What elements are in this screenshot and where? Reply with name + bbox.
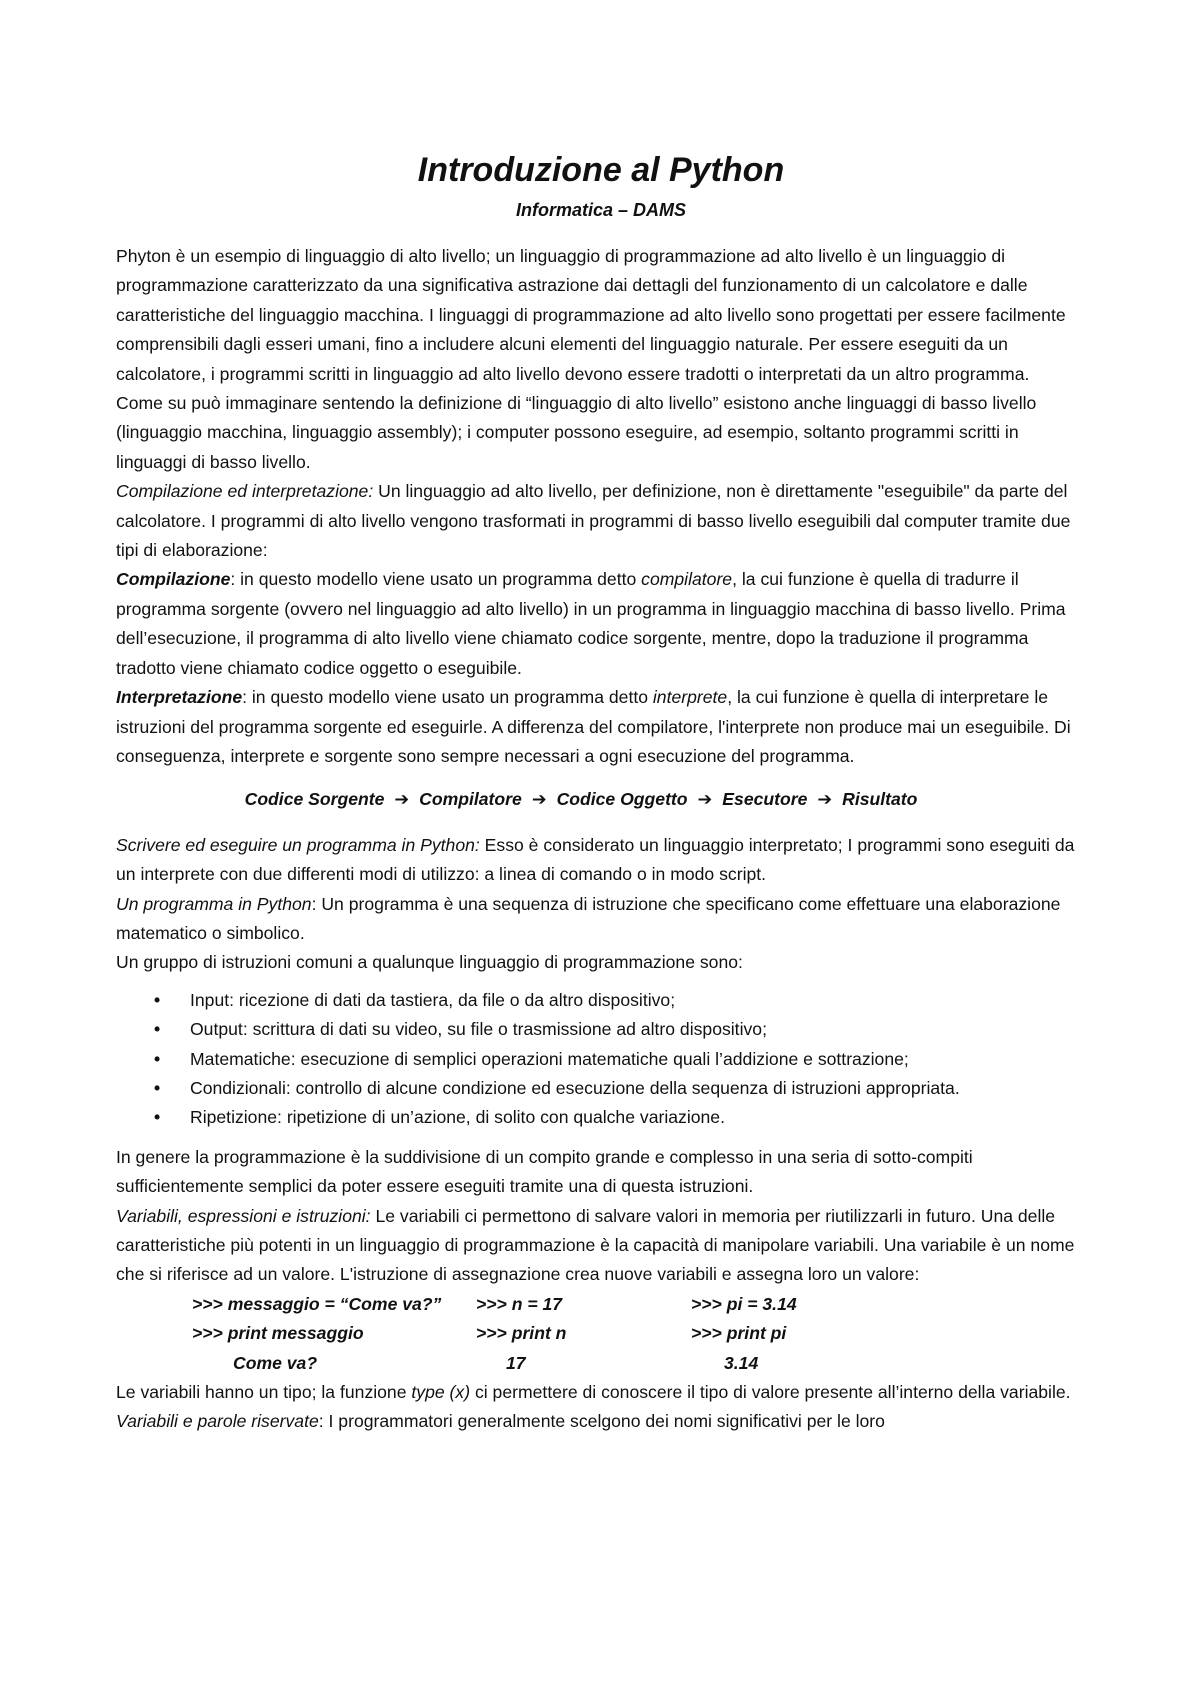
list-item-text: Condizionali: controllo di alcune condizione ed esecuzione della sequenza di istruzioni appropriata.: [190, 1077, 960, 1098]
code-cell: >>> pi = 3.14: [691, 1293, 797, 1314]
arrow-right-icon: ➔: [697, 789, 713, 810]
instruction-list: [116, 986, 1086, 1133]
section-label: Variabili, espressioni e istruzioni:: [116, 1205, 371, 1226]
list-item-text: Ripetizione: ripetizione di un’azione, di solito con qualche variazione.: [190, 1107, 725, 1128]
paragraph-compilation-interpretation: [116, 477, 1086, 565]
section-label: Scrivere ed eseguire un programma in Python:: [116, 834, 480, 855]
paragraph-compilazione: [116, 565, 1086, 683]
paragraph-text: , la cui funzione è quella di tradurre il programma sorgente (ovvero nel linguaggio ad alto livello) in un programma in linguaggio macchina di basso livello. Prima dell’esecuzione, il programma di alto livello viene chiamato codice sorgente, mentre, dopo la traduzione il programma tradotto viene chiamato codice oggetto o eseguibile.: [116, 569, 1066, 678]
code-row: [116, 1290, 1086, 1319]
flow-step: Codice Sorgente: [244, 789, 385, 810]
paragraph-python-program: [116, 831, 1086, 890]
paragraph-variables: [116, 1202, 1086, 1290]
bullet-icon: •: [154, 1048, 161, 1069]
code-output-row: [116, 1349, 1086, 1378]
code-cell: 17: [506, 1352, 526, 1373]
paragraph-text: : in questo modello viene usato un programma detto: [230, 569, 642, 590]
paragraph-text: : in questo modello viene usato un programma detto: [242, 687, 653, 708]
list-item: [116, 1074, 1086, 1103]
bullet-icon: •: [154, 1077, 161, 1098]
compilation-flow: [116, 785, 1086, 814]
code-example: [116, 1290, 1086, 1378]
code-row: [116, 1319, 1086, 1348]
section-label: Un programma in Python: [116, 893, 312, 914]
paragraph-program-definition: [116, 890, 1086, 949]
list-item: [116, 1045, 1086, 1074]
code-cell: >>> print pi: [691, 1323, 787, 1344]
paragraph-text: , la cui funzione è quella di interpretare le istruzioni del programma sorgente ed eseguirle. A differenza del compilatore, l'interprete non produce mai un eseguibile. Di conseguenza, interprete e sorgente sono sempre necessari a ogni esecuzione del programma.: [116, 687, 1071, 766]
bullet-icon: •: [154, 989, 161, 1010]
code-cell: Come va?: [233, 1352, 318, 1373]
term-label: Compilazione: [116, 569, 231, 590]
list-item: [116, 1015, 1086, 1044]
code-cell: >>> print n: [476, 1323, 567, 1344]
paragraph-text: Le variabili ci permettono di salvare valori in memoria per riutilizzarli in futuro. Una delle caratteristiche più potenti in un linguaggio di programmazione è la capacità di manipolare variabili. Una variabile è un nome che si riferisce ad un valore. L'istruzione di assegnazione crea nuove variabili e assegna loro un valore:: [116, 1205, 1075, 1285]
list-item-text: Output: scrittura di dati su video, su file o trasmissione ad altro dispositivo;: [190, 1019, 767, 1040]
paragraph-intro: Phyton è un esempio di linguaggio di alto livello; un linguaggio di programmazione ad alto livello è un linguaggio di programmazione caratterizzato da una significativa astrazione dai dettagli del funzionamento di un calcolatore e dalle caratteristiche del linguaggio macchina. I linguaggi di programmazione ad alto livello sono progettati per essere facilmente comprensibili dagli esseri umani, fino a includere alcuni elementi del linguaggio naturale. Per essere eseguiti da un calcolatore, i programmi scritti in linguaggio ad alto livello devono essere tradotti o interpretati da un altro programma.: [116, 246, 1066, 384]
list-item-text: Input: ricezione di dati da tastiera, da file o da altro dispositivo;: [190, 989, 676, 1010]
term-italic: interprete: [652, 687, 728, 708]
document-body: [116, 148, 1086, 1437]
paragraph-variable-type: [116, 1378, 1086, 1407]
flow-step: Codice Oggetto: [556, 789, 688, 810]
bullet-icon: •: [154, 1107, 161, 1128]
paragraph-text: : I programmatori generalmente scelgono dei nomi significativi per le loro: [318, 1411, 885, 1432]
paragraph-reserved-words: [116, 1407, 1086, 1436]
arrow-right-icon: ➔: [394, 789, 410, 810]
paragraph-interpretazione: [116, 683, 1086, 771]
list-item: [116, 986, 1086, 1015]
arrow-right-icon: ➔: [817, 789, 833, 810]
list-item: [116, 1103, 1086, 1132]
document-subtitle: Informatica – DAMS: [515, 200, 687, 220]
flow-step: Compilatore: [419, 789, 522, 810]
code-cell: >>> print messaggio: [192, 1323, 364, 1344]
paragraph-text: : Un programma è una sequenza di istruzione che specificano come effettuare una elaborazione matematico o simbolico.: [116, 893, 1061, 943]
paragraph-text: Le variabili hanno un tipo; la funzione: [116, 1382, 412, 1403]
paragraph-text: ci permettere di conoscere il tipo di valore presente all’interno della variabile.: [470, 1382, 1071, 1403]
term-label: Interpretazione: [116, 687, 243, 708]
code-cell: >>> n = 17: [476, 1293, 563, 1314]
flow-step: Esecutore: [722, 789, 808, 810]
paragraph-text: Esso è considerato un linguaggio interpretato; I programmi sono eseguiti da un interprete con due differenti modi di utilizzo: a linea di comando o in modo script.: [116, 834, 1075, 885]
paragraph-programming-subdivision: In genere la programmazione è la suddivisione di un compito grande e complesso in una seria di sotto-compiti sufficientemente semplici da poter essere eseguiti tramite una di questa istruzioni.: [116, 1146, 973, 1197]
flow-step: Risultato: [842, 789, 918, 810]
arrow-right-icon: ➔: [531, 789, 547, 810]
term-italic: type (x): [411, 1382, 471, 1403]
term-italic: compilatore: [641, 569, 733, 590]
paragraph-instruction-group: Un gruppo di istruzioni comuni a qualunque linguaggio di programmazione sono:: [116, 952, 743, 973]
section-label: Variabili e parole riservate: [116, 1411, 319, 1432]
paragraph-low-level: Come su può immaginare sentendo la definizione di “linguaggio di alto livello” esistono anche linguaggi di basso livello (linguaggio macchina, linguaggio assembly); i computer possono eseguire, ad esempio, soltanto programmi scritti in linguaggi di basso livello.: [116, 393, 1037, 472]
document-title: Introduzione al Python: [417, 151, 785, 189]
code-cell: >>> messaggio = “Come va?”: [192, 1293, 442, 1314]
code-cell: 3.14: [724, 1352, 759, 1373]
list-item-text: Matematiche: esecuzione di semplici operazioni matematiche quali l’addizione e sottrazione;: [190, 1048, 909, 1069]
section-label: Compilazione ed interpretazione:: [116, 481, 374, 502]
paragraph-text: Un linguaggio ad alto livello, per definizione, non è direttamente "eseguibile" da parte del calcolatore. I programmi di alto livello vengono trasformati in programmi di basso livello eseguibili dal computer tramite due tipi di elaborazione:: [116, 481, 1071, 561]
bullet-icon: •: [154, 1019, 161, 1040]
